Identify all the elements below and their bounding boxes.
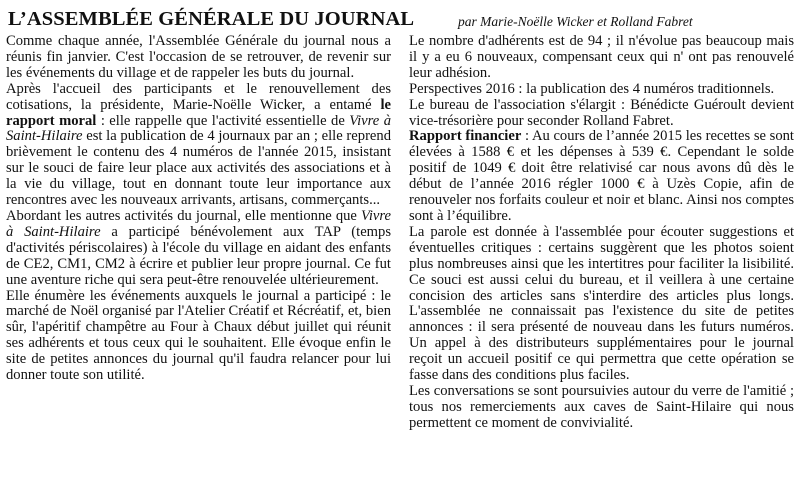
text-run: : Au cours de l’année 2015 les recettes se sont élevées à 1588 € et les dépenses à 539 €. Cependant le solde positif de 1049 € doit être relativisé car nous avons dû dès le début de l’année 2016 régler 1000 € à Uzès Copie, afin de renouveler nos forfaits couleur et noir et blanc. Ainsi nos comptes sont à l’équilibre.	[409, 128, 794, 224]
italic-run: Vivre à Saint-Hilaire	[6, 112, 391, 145]
article-title: L’ASSEMBLÉE GÉNÉRALE DU JOURNAL	[8, 8, 415, 30]
paragraph-other-activities	[6, 209, 391, 289]
article-columns	[6, 34, 794, 432]
paragraph-moral-report	[6, 82, 391, 209]
paragraph-suggestions: La parole est donnée à l'assemblée pour écouter suggestions et éventuelles critiques : certains suggèrent que les photos soient plus nombreuses ainsi que les intertitres pour faciliter la lisibilité. Ce souci est aussi celui du bureau, et il veillera à une certaine concision des articles sans s'interdire des articles plus longs. L'assemblée ne connaissait pas l'existence du site de petites annonces : il sera présenté de nouveau dans les futurs numéros. Un appel à des distributeurs supplémentaires pour le journal reçoit un accueil positif ce qui permettra que cette opération se fasse dans des conditions plus faciles.	[409, 223, 794, 384]
text-run: Abordant les autres activités du journal, elle mentionne que	[6, 207, 362, 224]
article-header	[6, 6, 794, 34]
text-run: Après l'accueil des participants et le renouvellement des cotisations, la présidente, Marie-Noëlle Wicker, a entamé	[6, 80, 391, 113]
bold-run: le rapport moral	[6, 96, 391, 129]
paragraph-closing: Les conversations se sont poursuivies autour du verre de l'amitié ; tous nos remerciements aux caves de Saint-Hilaire qui nous permettent ce moment de convivialité.	[409, 382, 794, 431]
paragraph-perspectives: Perspectives 2016 : la publication des 4 numéros traditionnels.	[409, 80, 775, 97]
paragraph-intro: Comme chaque année, l'Assemblée Générale du journal nous a réunis fin janvier. C'est l'occasion de se retrouver, de revenir sur les événements du village et de rappeler les buts du journal.	[6, 33, 391, 81]
right-column	[409, 34, 794, 432]
text-run: a participé bénévolement aux TAP (temps d'activités périscolaires) à l'école du village en aidant des enfants de CE2, CM1, CM2 à écrire et publier leur propre journal. Ce fut une aventure riche qui sera peut-être renouvelée ultérieurement.	[6, 223, 391, 288]
italic-run: Vivre à Saint-Hilaire	[6, 207, 391, 240]
paragraph-events: Elle énumère les événements auxquels le journal a participé : le marché de Noël organisé par l'Atelier Créatif et Récréatif, et, bien sûr, l'apéritif champêtre au Four à Chaux début juillet qui réunit ses adhérents et tous ceux qui le souhaitent. Elle évoque enfin le site de petites annonces du journal qu'il faudra relancer pour lui donner toute son utilité.	[6, 287, 391, 384]
bold-run: Rapport financier	[409, 128, 522, 145]
paragraph-members: Le nombre d'adhérents est de 94 ; il n'évolue pas beaucoup mais il y a eu 6 nouveaux, compensant ceux qui n' ont pas renouvelé leur adhésion.	[409, 33, 794, 81]
left-column	[6, 34, 391, 432]
paragraph-financial-report	[409, 129, 794, 224]
text-run: est la publication de 4 journaux par an ; elle reprend brièvement le contenu des 4 numéros de l'année 2015, insistant sur le souci de faire leur place aux activités des associations et à la vie du village, tout en donnant toute leur importance aux rencontres avec les nouveaux arrivants, artisans, commerçants...	[6, 128, 391, 209]
paragraph-board: Le bureau de l'association s'élargit : Bénédicte Guéroult devient vice-trésorière pour seconder Rolland Fabret.	[409, 96, 794, 129]
text-run: : elle rappelle que l'activité essentielle de	[96, 112, 350, 129]
article-byline: par Marie-Noëlle Wicker et Rolland Fabret	[458, 14, 693, 29]
